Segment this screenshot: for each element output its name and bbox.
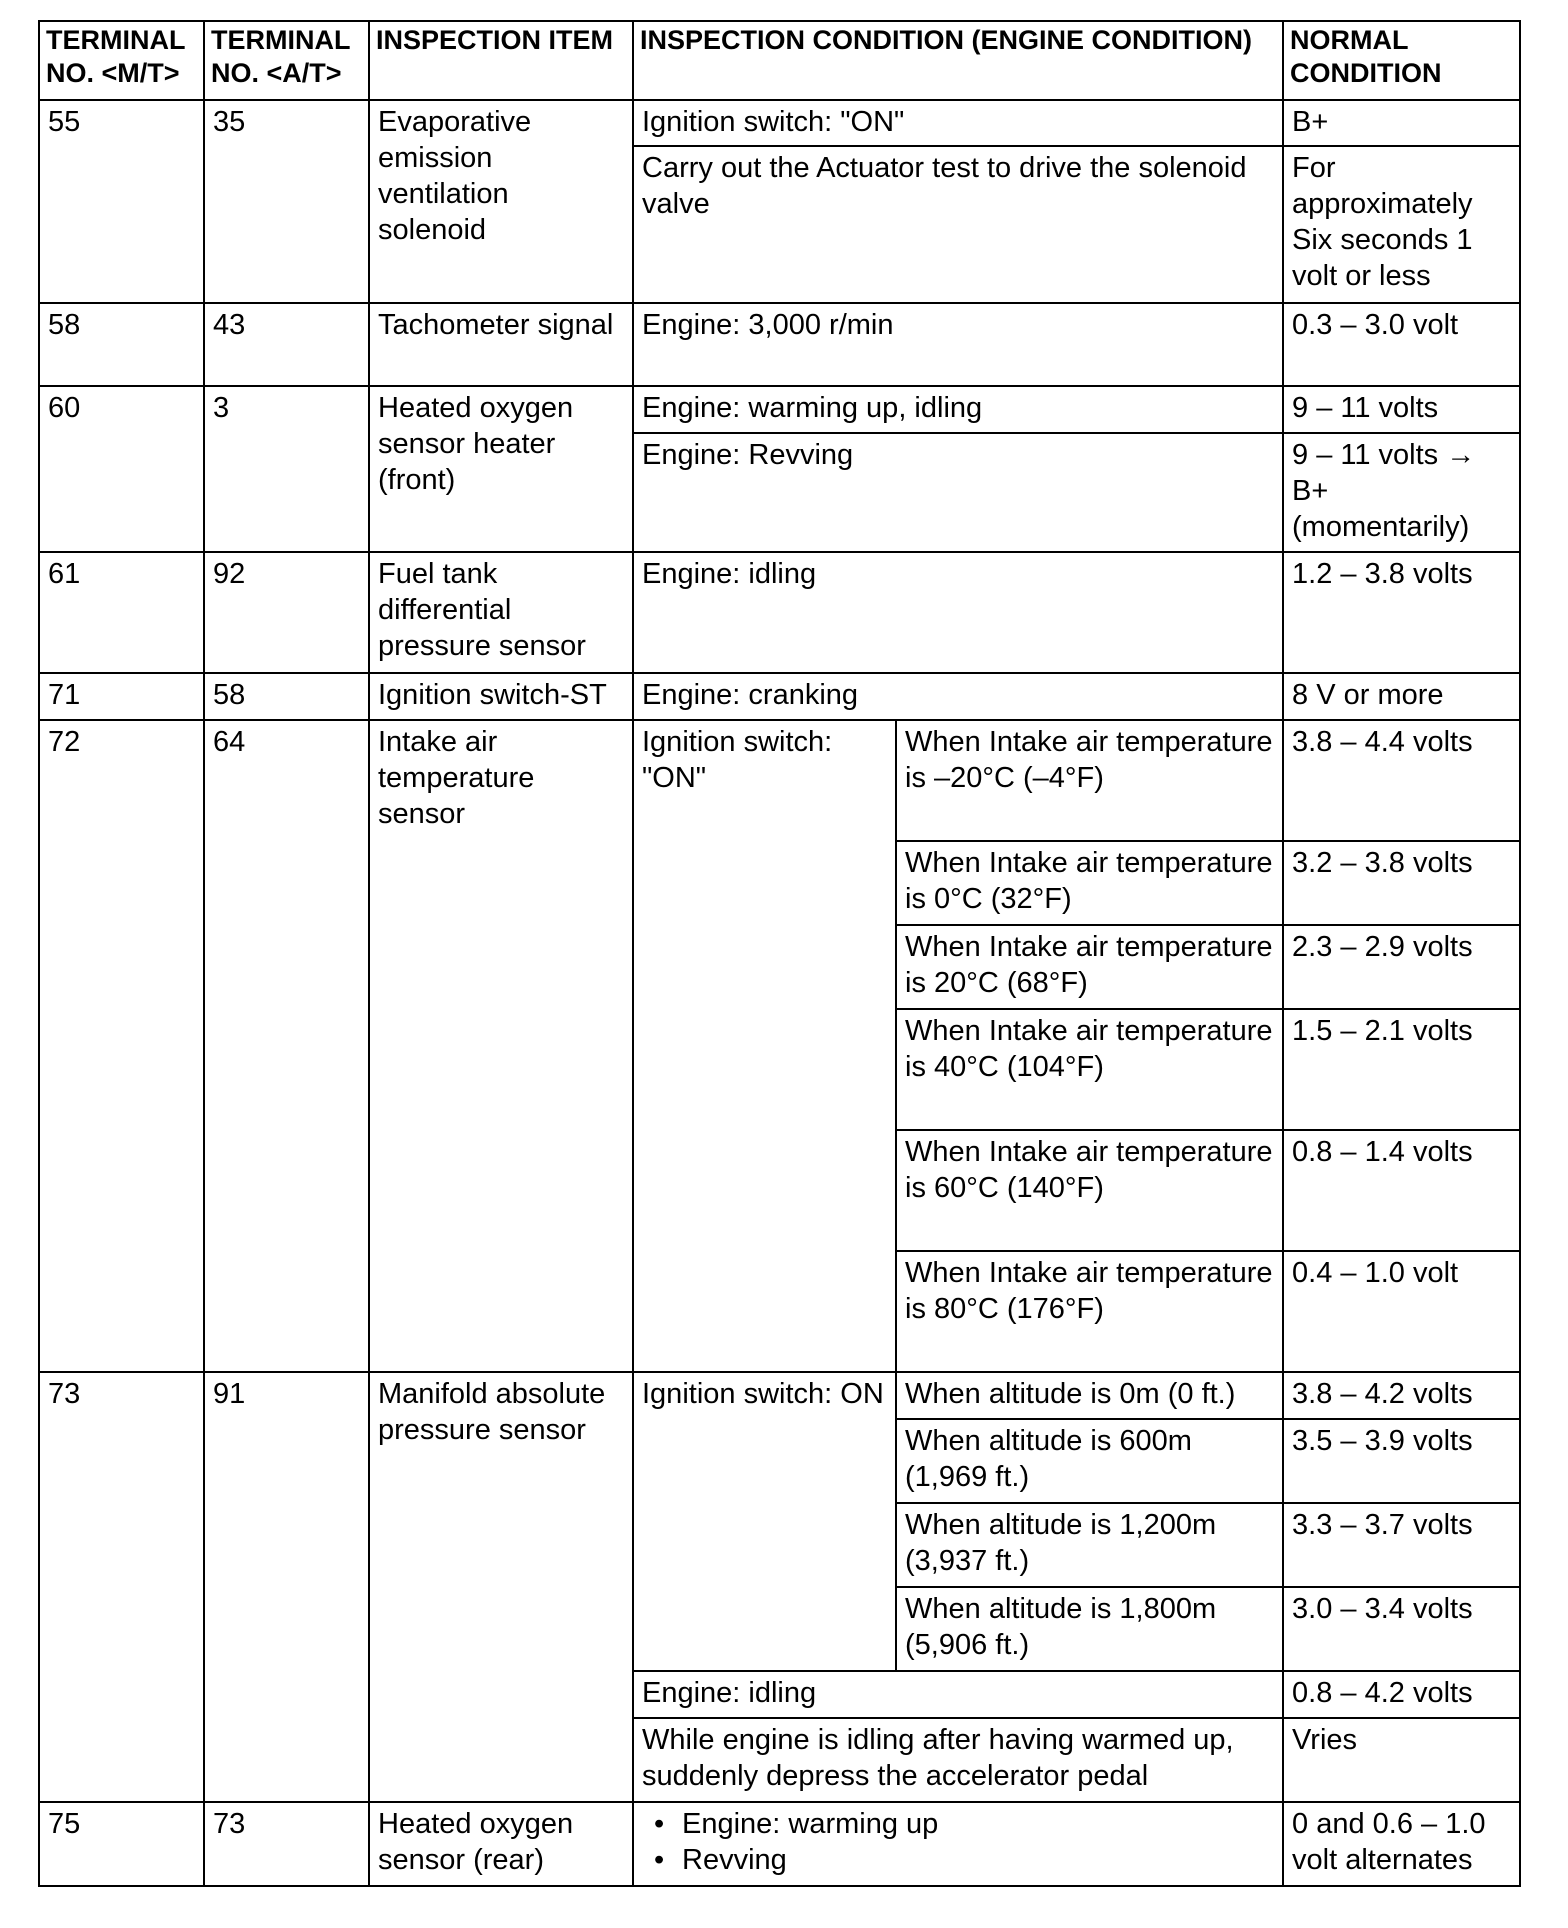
sub-condition-cell: When Intake air temperature is 80°C (176°F)	[896, 1251, 1283, 1372]
table-row	[39, 673, 1520, 720]
sub-condition-cell: When altitude is 1,800m (5,906 ft.)	[896, 1587, 1283, 1671]
terminal-mt-cell: 72	[39, 720, 204, 1372]
normal-cell: For approximately Six seconds 1 volt or less	[1283, 146, 1520, 303]
sub-condition-cell: When altitude is 0m (0 ft.)	[896, 1372, 1283, 1419]
condition-cell: Ignition switch: "ON"	[633, 100, 1283, 146]
normal-cell: 0.8 – 1.4 volts	[1283, 1130, 1520, 1251]
sub-condition-cell: When Intake air temperature is 20°C (68°F)	[896, 925, 1283, 1009]
header-inspection-item: INSPECTION ITEM	[369, 21, 633, 100]
terminal-mt-cell: 71	[39, 673, 204, 720]
inspection-item-cell: Intake air temperature sensor	[369, 720, 633, 1372]
sub-condition-cell: When Intake air temperature is 0°C (32°F)	[896, 841, 1283, 925]
normal-cell: 0.3 – 3.0 volt	[1283, 303, 1520, 386]
normal-cell: 1.2 – 3.8 volts	[1283, 552, 1520, 673]
condition-cell: Engine: idling	[633, 1671, 1283, 1718]
normal-cell: 3.5 – 3.9 volts	[1283, 1419, 1520, 1503]
terminal-at-cell: 73	[204, 1802, 369, 1886]
sub-condition-cell: When Intake air temperature is 60°C (140°F)	[896, 1130, 1283, 1251]
condition-cell: While engine is idling after having warmed up, suddenly depress the accelerator pedal	[633, 1718, 1283, 1802]
inspection-item-cell: Manifold absolute pressure sensor	[369, 1372, 633, 1802]
header-terminal-mt: TERMINAL NO. <M/T>	[39, 21, 204, 100]
terminal-mt-cell: 58	[39, 303, 204, 386]
terminal-at-cell: 58	[204, 673, 369, 720]
terminal-at-cell: 92	[204, 552, 369, 673]
normal-cell: 9 – 11 volts → B+ (momentarily)	[1283, 433, 1520, 552]
normal-cell: 0.4 – 1.0 volt	[1283, 1251, 1520, 1372]
normal-cell: 9 – 11 volts	[1283, 386, 1520, 433]
header-normal-condition: NORMAL CONDITION	[1283, 21, 1520, 100]
terminal-mt-cell: 55	[39, 100, 204, 303]
normal-cell: 8 V or more	[1283, 673, 1520, 720]
terminal-mt-cell: 60	[39, 386, 204, 552]
normal-cell: 0.8 – 4.2 volts	[1283, 1671, 1520, 1718]
sub-condition-cell: When altitude is 1,200m (3,937 ft.)	[896, 1503, 1283, 1587]
header-inspection-condition: INSPECTION CONDITION (ENGINE CONDITION)	[633, 21, 1283, 100]
normal-cell: 3.2 – 3.8 volts	[1283, 841, 1520, 925]
normal-cell: 3.0 – 3.4 volts	[1283, 1587, 1520, 1671]
normal-cell: 3.8 – 4.4 volts	[1283, 720, 1520, 841]
table-row	[39, 303, 1520, 386]
condition-bullet-list	[642, 1806, 1274, 1878]
inspection-item-cell: Heated oxygen sensor heater (front)	[369, 386, 633, 552]
terminal-mt-cell: 61	[39, 552, 204, 673]
sub-condition-cell: When Intake air temperature is 40°C (104°F)	[896, 1009, 1283, 1130]
table-row	[39, 100, 1520, 146]
condition-cell: Ignition switch: "ON"	[633, 720, 896, 1372]
table-row	[39, 1802, 1520, 1886]
sub-condition-cell: When Intake air temperature is –20°C (–4°F)	[896, 720, 1283, 841]
inspection-item-cell: Evaporative emission ventilation solenoid	[369, 100, 633, 303]
bullet-item: • Revving	[642, 1842, 1274, 1878]
normal-cell: 0 and 0.6 – 1.0 volt alternates	[1283, 1802, 1520, 1886]
terminal-at-cell: 35	[204, 100, 369, 303]
sub-condition-cell: When altitude is 600m (1,969 ft.)	[896, 1419, 1283, 1503]
condition-cell: Engine: Revving	[633, 433, 1283, 552]
table-row	[39, 720, 1520, 841]
normal-cell: 2.3 – 2.9 volts	[1283, 925, 1520, 1009]
normal-cell: 1.5 – 2.1 volts	[1283, 1009, 1520, 1130]
terminal-at-cell: 43	[204, 303, 369, 386]
inspection-table	[38, 20, 1521, 1887]
table-row	[39, 386, 1520, 433]
table-row	[39, 1372, 1520, 1419]
terminal-at-cell: 91	[204, 1372, 369, 1802]
normal-cell: 3.8 – 4.2 volts	[1283, 1372, 1520, 1419]
terminal-at-cell: 3	[204, 386, 369, 552]
condition-cell: Ignition switch: ON	[633, 1372, 896, 1671]
normal-cell: B+	[1283, 100, 1520, 146]
condition-cell: Engine: idling	[633, 552, 1283, 673]
header-terminal-at: TERMINAL NO. <A/T>	[204, 21, 369, 100]
condition-cell: Carry out the Actuator test to drive the solenoid valve	[633, 146, 1283, 303]
condition-cell	[633, 1802, 1283, 1886]
inspection-item-cell: Heated oxygen sensor (rear)	[369, 1802, 633, 1886]
condition-cell: Engine: 3,000 r/min	[633, 303, 1283, 386]
terminal-mt-cell: 75	[39, 1802, 204, 1886]
bullet-item: • Engine: warming up	[642, 1806, 1274, 1842]
inspection-item-cell: Ignition switch-ST	[369, 673, 633, 720]
inspection-item-cell: Fuel tank differential pressure sensor	[369, 552, 633, 673]
terminal-at-cell: 64	[204, 720, 369, 1372]
normal-cell: 3.3 – 3.7 volts	[1283, 1503, 1520, 1587]
condition-cell: Engine: warming up, idling	[633, 386, 1283, 433]
normal-cell: Vries	[1283, 1718, 1520, 1802]
table-row	[39, 552, 1520, 673]
terminal-mt-cell: 73	[39, 1372, 204, 1802]
table-header-row	[39, 21, 1520, 100]
inspection-item-cell: Tachometer signal	[369, 303, 633, 386]
condition-cell: Engine: cranking	[633, 673, 1283, 720]
